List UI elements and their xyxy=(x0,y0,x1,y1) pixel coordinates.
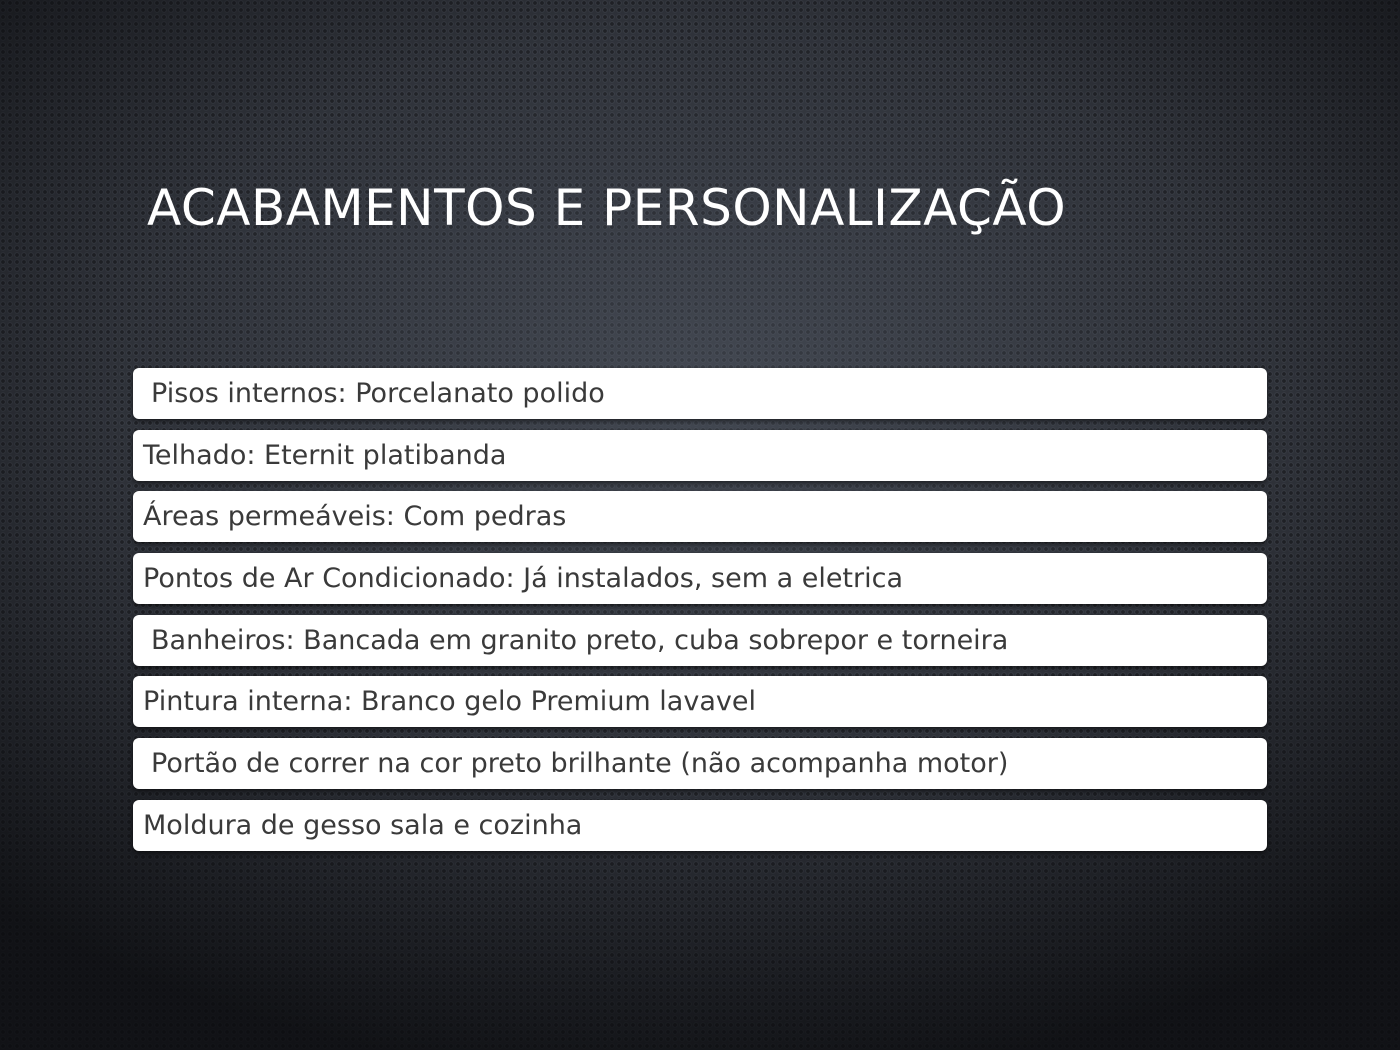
list-item-ar-condicionado: Pontos de Ar Condicionado: Já instalados, sem a eletrica xyxy=(133,553,1267,604)
finishes-list xyxy=(133,368,1267,862)
list-item-banheiros: Banheiros: Bancada em granito preto, cuba sobrepor e torneira xyxy=(133,615,1267,666)
list-item-telhado: Telhado: Eternit platibanda xyxy=(133,430,1267,481)
list-item-pintura: Pintura interna: Branco gelo Premium lavavel xyxy=(133,676,1267,727)
list-item-areas: Áreas permeáveis: Com pedras xyxy=(133,491,1267,542)
list-item-pisos: Pisos internos: Porcelanato polido xyxy=(133,368,1267,419)
list-item-portao: Portão de correr na cor preto brilhante (não acompanha motor) xyxy=(133,738,1267,789)
list-item-moldura: Moldura de gesso sala e cozinha xyxy=(133,800,1267,851)
slide-title: ACABAMENTOS E PERSONALIZAÇÃO xyxy=(147,179,1067,237)
